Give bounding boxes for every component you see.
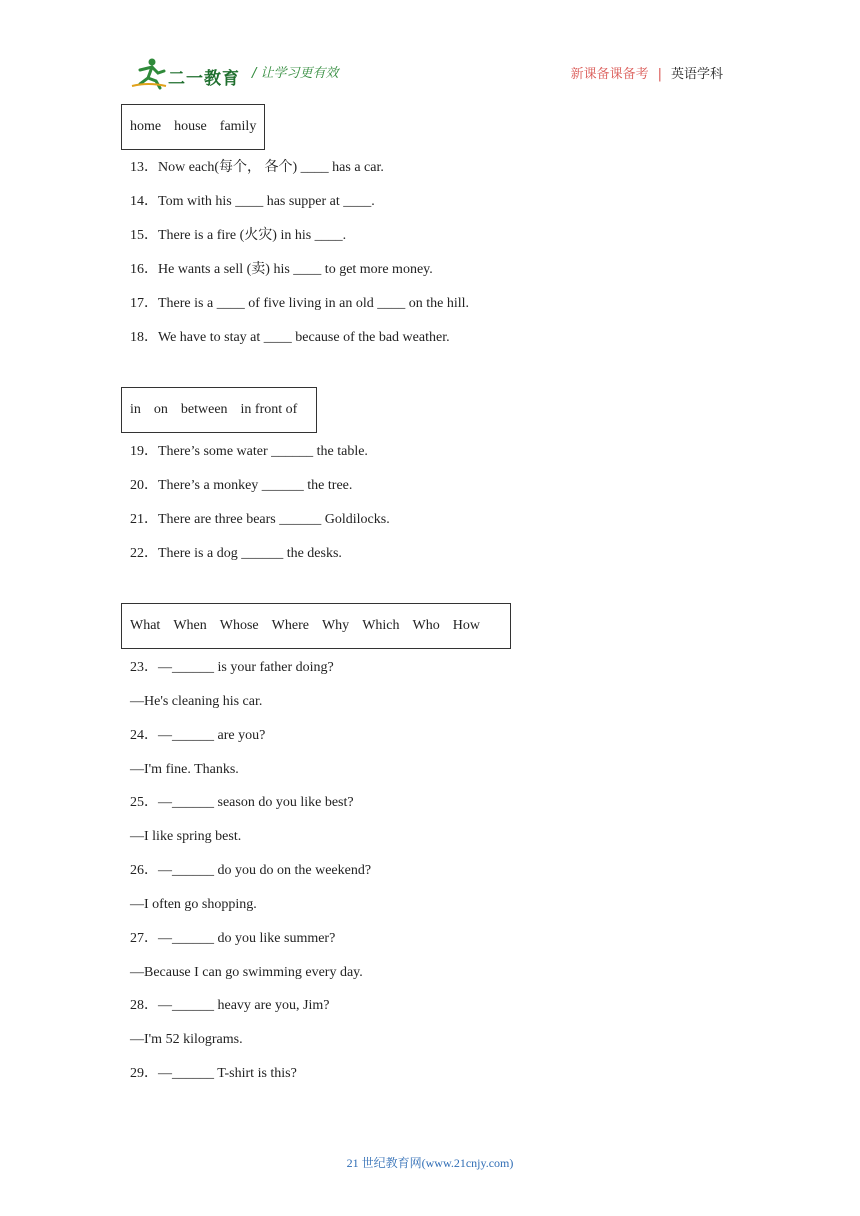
word-option: Where: [271, 618, 309, 633]
exercise-line: 27．—______ do you like summer?: [130, 931, 336, 946]
exercise-line: 22．There is a dog ______ the desks.: [130, 546, 342, 561]
word-option: on: [153, 402, 168, 417]
exercise-line: 29．—______ T-shirt is this?: [130, 1066, 297, 1081]
exercise-line: 18．We have to stay at ____ because of the bad weather.: [130, 330, 450, 345]
exercise-line: 15．There is a fire (火灾) in his ____.: [130, 228, 347, 243]
word-box-3: [121, 603, 511, 649]
header-separator: |: [657, 67, 662, 82]
word-option: When: [173, 618, 207, 633]
logo-text: 二一教育: [168, 69, 240, 89]
header-tag: 新课备课备考: [570, 67, 649, 82]
slogan: / 让学习更有效: [252, 66, 339, 81]
exercise-line: 26．—______ do you do on the weekend?: [130, 863, 372, 878]
word-option: in: [130, 402, 141, 417]
word-option: Which: [362, 618, 400, 633]
exercise-line: 21．There are three bears ______ Goldilocks.: [130, 512, 390, 527]
header-subject: [571, 63, 723, 82]
answer-line: —I'm fine. Thanks.: [130, 762, 239, 777]
exercise-line: 19．There’s some water ______ the table.: [130, 444, 368, 459]
brand-logo: [130, 56, 240, 90]
exercise-line: 14．Tom with his ____ has supper at ____.: [130, 194, 375, 209]
word-option: between: [180, 402, 228, 417]
word-option: How: [452, 618, 480, 633]
exercise-line: 23．—______ is your father doing?: [130, 660, 334, 675]
word-option: house: [174, 119, 207, 134]
word-option: Why: [321, 618, 350, 633]
header-subject-label: 英语学科: [670, 67, 723, 82]
runner-icon: [130, 56, 170, 90]
page-header: [0, 0, 860, 100]
answer-line: —I often go shopping.: [130, 897, 257, 912]
answer-line: —I'm 52 kilograms.: [130, 1032, 243, 1047]
exercise-line: 13．Now each(每个， 各个) ____ has a car.: [130, 160, 384, 175]
word-option: in front of: [240, 402, 298, 417]
exercise-line: 24．—______ are you?: [130, 728, 266, 743]
exercise-line: 20．There’s a monkey ______ the tree.: [130, 478, 353, 493]
answer-line: —He's cleaning his car.: [130, 694, 263, 709]
page-footer: 21 世纪教育网(www.21cnjy.com): [346, 1156, 514, 1170]
word-option: What: [130, 618, 161, 633]
exercise-line: 17．There is a ____ of five living in an old ____ on the hill.: [130, 296, 470, 311]
exercise-line: 25．—______ season do you like best?: [130, 795, 354, 810]
exercise-line: 16．He wants a sell (卖) his ____ to get more money.: [130, 262, 433, 277]
word-option: home: [130, 119, 162, 134]
exercise-line: 28．—______ heavy are you, Jim?: [130, 998, 330, 1013]
word-option: family: [219, 119, 257, 134]
word-option: Whose: [219, 618, 259, 633]
answer-line: —Because I can go swimming every day.: [130, 965, 363, 980]
word-option: Who: [412, 618, 440, 633]
word-box-1: [121, 104, 265, 150]
word-box-2: [121, 387, 317, 433]
answer-line: —I like spring best.: [130, 829, 242, 844]
